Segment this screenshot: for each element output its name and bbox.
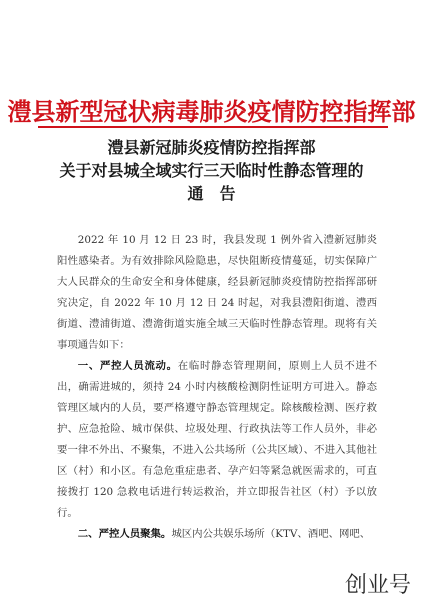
watermark: 创业号 bbox=[344, 573, 411, 598]
item1-text: 在临时静态管理期间，原则上人员不进不出，确需进城的，须持 24 小时内核酸检测阴性证明方可进入。静态管理区域内的人员，要严格遵守静态管理规定。除核酸检测、医疗救护、应急抢险、城市保供、垃圾处理、行政执法等工作人员外，非必要一律不外出、不聚集，不进入公共场所（公共区域）、不进入其他社区（村）和小区。有急危重症患者、孕产妇等紧急就医需求的，可直接拨打 120 急救电话进行转运救治，并立即报告社区（村）予以放行。 bbox=[57, 360, 378, 519]
notice-title-line1: 澧县新冠肺炎疫情防控指挥部 bbox=[107, 138, 316, 157]
item2-label: 二、严控人员聚集。 bbox=[77, 528, 172, 540]
item2-paragraph bbox=[57, 524, 377, 545]
notice-body bbox=[57, 230, 377, 545]
red-divider bbox=[38, 126, 388, 128]
intro-paragraph: 2022 年 10 月 12 日 23 时，我县发现 1 例外省入澧新冠肺炎阳性感染者。为有效排除风险隐患，尽快阻断疫情蔓延，切实保障广大人民群众的生命安全和身体健康，经县新冠肺炎疫情防控指挥部研究决定，自 2022 年 10 月 12 日 24 时起，对我县澧阳街道、澧西街道、澧浦街道、澧澹街道实施全域三天临时性静态管理。现将有关事项通告如下： bbox=[57, 234, 377, 351]
notice-title bbox=[0, 136, 423, 205]
item1-label: 一、严控人员流动。 bbox=[77, 360, 178, 372]
notice-title-line3: 通 告 bbox=[187, 184, 236, 203]
item1-paragraph bbox=[57, 356, 377, 524]
notice-title-line2: 关于对县城全域实行三天临时性静态管理的 bbox=[59, 161, 364, 180]
item2-text: 城区内公共娱乐场所（KTV、酒吧、网吧、 bbox=[171, 528, 371, 540]
org-title: 澧县新型冠状病毒肺炎疫情防控指挥部 bbox=[7, 97, 416, 126]
